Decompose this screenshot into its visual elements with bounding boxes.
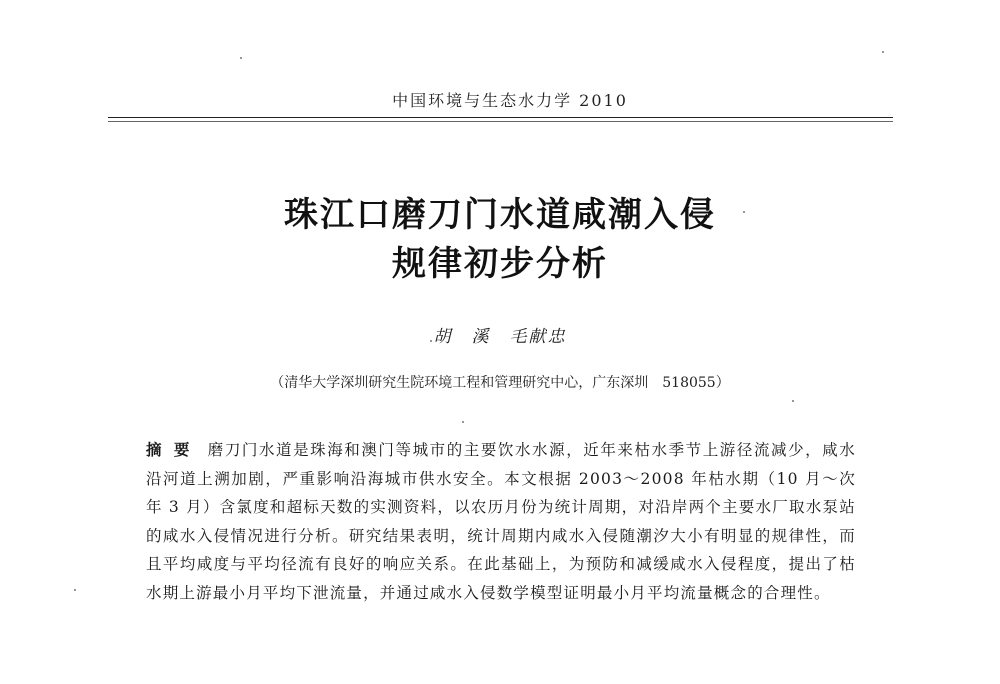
abstract-block bbox=[146, 436, 856, 607]
paper-title-line-2: 规律初步分析 bbox=[392, 244, 608, 284]
scan-speck bbox=[743, 211, 745, 213]
paper-affiliation: （清华大学深圳研究生院环境工程和管理研究中心，广东深圳 518055） bbox=[270, 375, 730, 391]
scan-speck bbox=[74, 589, 76, 591]
scan-speck bbox=[792, 400, 794, 402]
scan-speck bbox=[882, 51, 884, 53]
scan-speck bbox=[240, 57, 242, 59]
header-rule bbox=[108, 117, 893, 118]
abstract-label: 摘要 bbox=[146, 441, 202, 459]
paper-authors: 胡 溪 毛献忠 bbox=[433, 327, 567, 347]
paper-title-line-1: 珠江口磨刀门水道咸潮入侵 bbox=[284, 195, 716, 235]
abstract-text: 磨刀门水道是珠海和澳门等城市的主要饮水水源，近年来枯水季节上游径流减少，咸水沿河道上溯加剧，严重影响沿海城市供水安全。本文根据 2003～2008 年枯水期（10 月～次年 3 月）含氯度和超标天数的实测资料，以农历月份为统计周期，对沿岸两个主要水厂取水泵站的咸水入侵情况进行分析。研究结果表明，统计周期内咸水入侵随潮汐大小有明显的规律性，而且平均咸度与平均径流有良好的响应关系。在此基础上，为预防和减缓咸水入侵程度，提出了枯水期上游最小月平均下泄流量，并通过咸水入侵数学模型证明最小月平均流量概念的合理性。 bbox=[146, 441, 856, 602]
running-header: 中国环境与生态水力学 2010 bbox=[392, 91, 628, 110]
scan-speck bbox=[430, 340, 432, 342]
header-rule-thin bbox=[108, 121, 893, 122]
scan-speck bbox=[462, 421, 464, 423]
